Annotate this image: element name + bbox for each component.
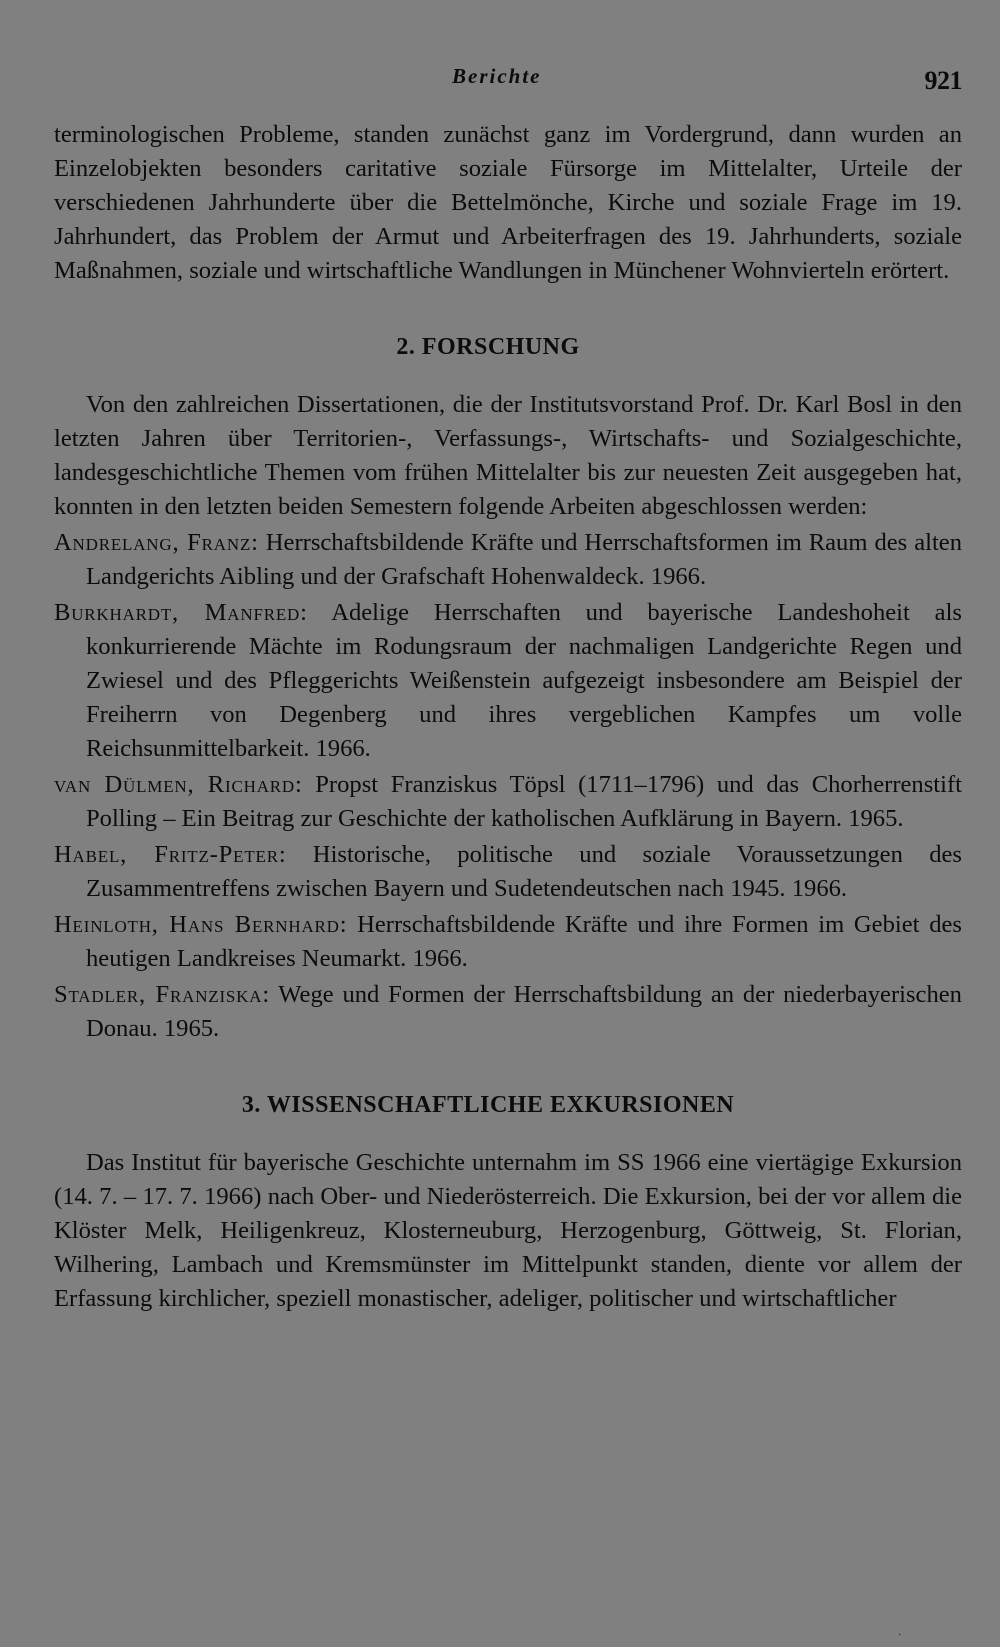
forschung-paragraph: Von den zahlreichen Dissertationen, die der Institutsvorstand Prof. Dr. Karl Bosl in den letzten Jahren über Territorien-, Verfassungs-, Wirtschafts- und Sozialgeschichte, landesgeschichtliche Themen vom frühen Mittelalter bis zur neuesten Zeit ausgegeben hat, konnten in den letzten beiden Semestern folgende Arbeiten abgeschlossen werden: bbox=[54, 391, 962, 520]
section-heading-forschung: 2. FORSCHUNG bbox=[396, 334, 580, 360]
document-page bbox=[54, 60, 962, 1316]
entry-author: Andrelang, Franz: bbox=[54, 529, 259, 556]
entry-title: Propst Franziskus Töpsl (1711–1796) und das Chorherrenstift Polling – Ein Beitrag zur Geschichte der katholischen Aufklärung in Bayern. 1965. bbox=[86, 771, 962, 832]
dissertation-list bbox=[54, 526, 962, 1046]
entry-title: Herrschaftsbildende Kräfte und ihre Formen im Gebiet des heutigen Landkreises Neumarkt. 1966. bbox=[86, 911, 962, 972]
running-head bbox=[54, 60, 962, 100]
section-heading-exkursionen: 3. WISSENSCHAFTLICHE EXKURSIONEN bbox=[241, 1092, 735, 1118]
entry-author: Stadler, Franziska: bbox=[54, 981, 270, 1008]
scan-speck: · bbox=[898, 1630, 902, 1641]
page-number: 921 bbox=[924, 66, 962, 95]
dissertation-entry bbox=[54, 768, 962, 836]
entry-author: van Dülmen, Richard: bbox=[54, 771, 303, 798]
dissertation-entry bbox=[54, 978, 962, 1046]
dissertation-entry bbox=[54, 526, 962, 594]
running-title: Berichte bbox=[452, 64, 542, 88]
intro-paragraph: terminologischen Probleme, standen zunächst ganz im Vordergrund, dann wurden an Einzelobjekten besonders caritative soziale Fürsorge im Mittelalter, Urteile der verschiedenen Jahrhunderte über die Bettelmönche, Kirche und soziale Frage im 19. Jahrhundert, das Problem der Armut und Arbeiterfragen des 19. Jahrhunderts, soziale Maßnahmen, soziale und wirtschaftliche Wandlungen in Münchener Wohnvierteln erörtert. bbox=[54, 121, 962, 284]
entry-title: Wege und Formen der Herrschaftsbildung an der niederbayerischen Donau. 1965. bbox=[86, 981, 962, 1042]
entry-author: Heinloth, Hans Bernhard: bbox=[54, 911, 348, 938]
entry-author: Burkhardt, Manfred: bbox=[54, 599, 308, 626]
dissertation-entry bbox=[54, 596, 962, 766]
entry-title: Adelige Herrschaften und bayerische Landeshoheit als konkurrierende Mächte im Rodungsraum der nachmaligen Landgerichte Regen und Zwiesel und des Pfleggerichts Weißenstein aufgezeigt insbesondere am Beispiel der Freiherrn von Degenberg und ihres vergeblichen Kampfes um volle Reichsunmittelbarkeit. 1966. bbox=[86, 599, 962, 762]
exkursionen-paragraph: Das Institut für bayerische Geschichte unternahm im SS 1966 eine viertägige Exkursion (14. 7. – 17. 7. 1966) nach Ober- und Niederösterreich. Die Exkursion, bei der vor allem die Klöster Melk, Heiligenkreuz, Klosterneuburg, Herzogenburg, Göttweig, St. Florian, Wilhering, Lambach und Kremsmünster im Mittelpunkt standen, diente vor allem der Erfassung kirchlicher, speziell monastischer, adeliger, politischer und wirtschaftlicher bbox=[54, 1149, 962, 1312]
entry-title: Herrschaftsbildende Kräfte und Herrschaftsformen im Raum des alten Landgerichts Aibling und der Grafschaft Hohenwaldeck. 1966. bbox=[86, 529, 963, 590]
dissertation-entry bbox=[54, 838, 962, 906]
dissertation-entry bbox=[54, 908, 962, 976]
entry-author: Habel, Fritz-Peter: bbox=[54, 841, 287, 868]
entry-title: Historische, politische und soziale Voraussetzungen des Zusammentreffens zwischen Bayern und Sudetendeutschen nach 1945. 1966. bbox=[86, 841, 962, 902]
